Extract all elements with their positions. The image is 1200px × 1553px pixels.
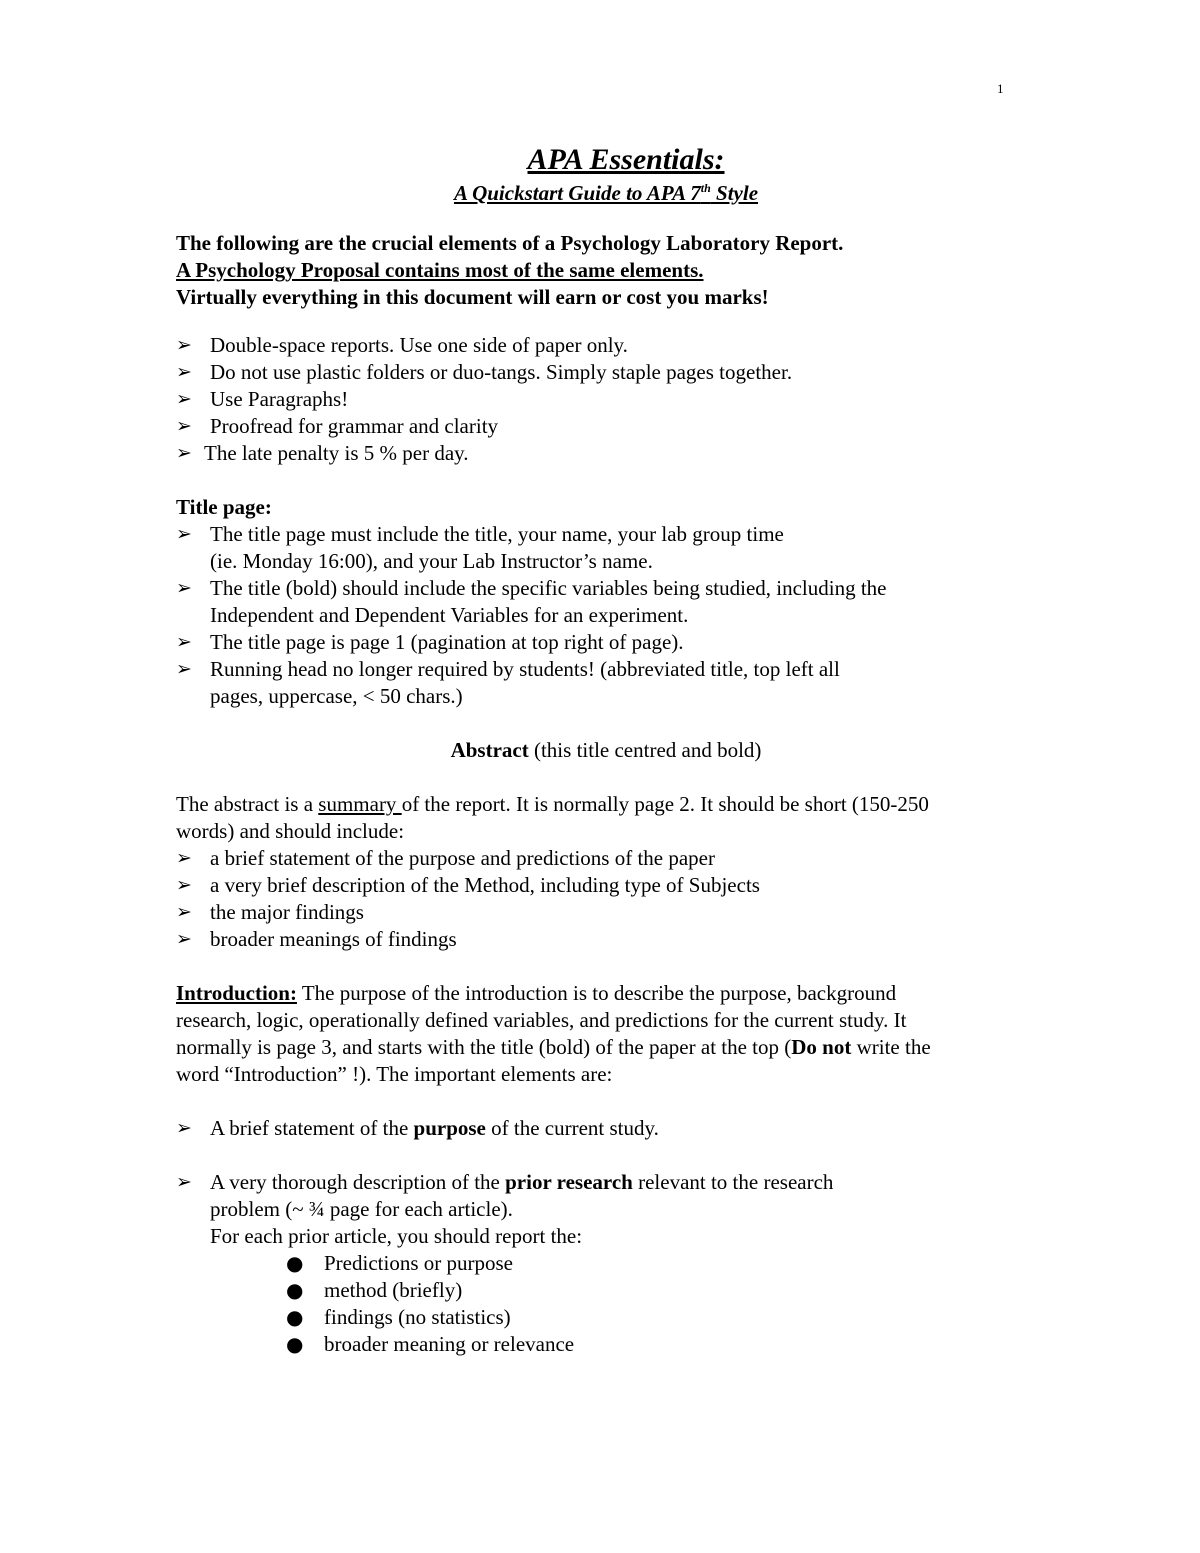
list-item (176, 1115, 1036, 1142)
introduction-list (176, 1115, 1036, 1142)
introduction-text: normally is page 3, and starts with the title (bold) of the paper at the top ( (176, 1035, 792, 1059)
arrow-bullet-icon: ➢ (176, 874, 192, 896)
list-item-text: problem (~ ¾ page for each article). (210, 1197, 513, 1221)
list-item-text: For each prior article, you should report the: (210, 1224, 583, 1248)
abstract-heading-note: (this title centred and bold) (528, 738, 762, 762)
introduction-paragraph (176, 980, 1036, 1088)
list-item-text: The title page must include the title, your name, your lab group time (210, 522, 784, 546)
list-item-text: pages, uppercase, < 50 chars.) (210, 684, 463, 708)
arrow-bullet-icon: ➢ (176, 1171, 192, 1193)
document-body (176, 142, 1036, 1358)
list-item-text: (ie. Monday 16:00), and your Lab Instructor’s name. (210, 549, 653, 573)
list-item (286, 1277, 1036, 1304)
arrow-bullet-icon: ➢ (176, 928, 192, 950)
arrow-bullet-icon: ➢ (176, 901, 192, 923)
intro-line-3: Virtually everything in this document will earn or cost you marks! (176, 285, 769, 309)
arrow-bullet-icon: ➢ (176, 415, 192, 437)
prior-article-list (176, 1250, 1036, 1358)
arrow-bullet-icon: ➢ (176, 847, 192, 869)
abstract-text: of the report. It is normally page 2. It should be short (150-250 (401, 792, 929, 816)
list-item (176, 521, 1036, 575)
list-item (176, 1169, 1036, 1250)
list-item (176, 575, 1036, 629)
introduction-text: research, logic, operationally defined variables, and predictions for the current study. It (176, 1008, 907, 1032)
list-item-text: Double-space reports. Use one side of paper only. (210, 333, 628, 357)
list-item-text: Proofread for grammar and clarity (210, 414, 499, 438)
subtitle-superscript: th (700, 181, 711, 195)
intro-line-1: The following are the crucial elements of a Psychology Laboratory Report. (176, 231, 844, 255)
page-number: 1 (997, 81, 1004, 96)
title-page-list (176, 521, 1036, 710)
arrow-bullet-icon: ➢ (176, 523, 192, 545)
list-item (176, 413, 1036, 440)
list-item (176, 332, 1036, 359)
general-points-list (176, 332, 1036, 467)
introduction-text: The purpose of the introduction is to describe the purpose, background (296, 981, 897, 1005)
abstract-text: words) and should include: (176, 819, 405, 843)
list-item-text: Do not use plastic folders or duo-tangs. Simply staple pages together. (210, 360, 793, 384)
list-item-text: The late penalty is 5 % per day. (204, 441, 469, 465)
dot-bullet-icon: ● (286, 1332, 304, 1356)
title-page-heading: Title page: (176, 495, 272, 519)
abstract-text-underlined: summary (318, 792, 402, 816)
arrow-bullet-icon: ➢ (176, 442, 192, 464)
introduction-text: word “Introduction” !). The important elements are: (176, 1062, 613, 1086)
list-item-text: the major findings (210, 900, 364, 924)
dot-bullet-icon: ● (286, 1305, 304, 1329)
list-item-text: A very thorough description of the (210, 1170, 506, 1194)
list-item-text: The title (bold) should include the specific variables being studied, including the (210, 576, 887, 600)
abstract-paragraph (176, 791, 1036, 845)
introduction-heading: Introduction: (176, 981, 297, 1005)
abstract-text: The abstract is a (176, 792, 319, 816)
list-item-text: Predictions or purpose (324, 1251, 513, 1275)
list-item-text: relevant to the research (632, 1170, 834, 1194)
arrow-bullet-icon: ➢ (176, 334, 192, 356)
list-item-text: a very brief description of the Method, including type of Subjects (210, 873, 760, 897)
list-item (286, 1304, 1036, 1331)
intro-statement (176, 230, 1036, 311)
list-item (176, 359, 1036, 386)
subtitle-text: A Quickstart Guide to APA 7 (453, 181, 701, 205)
abstract-heading (176, 737, 1036, 764)
subtitle-text-end: Style (710, 181, 759, 205)
arrow-bullet-icon: ➢ (176, 658, 192, 680)
list-item (176, 629, 1036, 656)
list-item-text: A brief statement of the (210, 1116, 414, 1140)
list-item (286, 1331, 1036, 1358)
introduction-text-bold: Do not (791, 1035, 852, 1059)
document-title: APA Essentials: (527, 143, 725, 176)
arrow-bullet-icon: ➢ (176, 361, 192, 383)
list-item-text: broader meaning or relevance (324, 1332, 575, 1356)
arrow-bullet-icon: ➢ (176, 631, 192, 653)
list-item-text-bold: purpose (413, 1116, 486, 1140)
arrow-bullet-icon: ➢ (176, 388, 192, 410)
list-item-text: Running head no longer required by students! (abbreviated title, top left all (210, 657, 840, 681)
document-subtitle (176, 178, 1036, 208)
list-item-text: Use Paragraphs! (210, 387, 349, 411)
introduction-list-2 (176, 1169, 1036, 1250)
list-item (176, 926, 1036, 953)
list-item-text-bold: prior research (505, 1170, 633, 1194)
list-item-text: The title page is page 1 (pagination at top right of page). (210, 630, 684, 654)
abstract-heading-bold: Abstract (450, 738, 529, 762)
arrow-bullet-icon: ➢ (176, 1117, 192, 1139)
intro-line-2: A Psychology Proposal contains most of the same elements. (176, 258, 704, 282)
list-item (286, 1250, 1036, 1277)
list-item (176, 656, 1036, 710)
list-item-text: broader meanings of findings (210, 927, 457, 951)
list-item-text: findings (no statistics) (324, 1305, 511, 1329)
list-item (176, 872, 1036, 899)
list-item-text: a brief statement of the purpose and predictions of the paper (210, 846, 715, 870)
abstract-list (176, 845, 1036, 953)
arrow-bullet-icon: ➢ (176, 577, 192, 599)
list-item-text: method (briefly) (324, 1278, 463, 1302)
list-item-text: of the current study. (485, 1116, 659, 1140)
list-item (176, 899, 1036, 926)
list-item-text: Independent and Dependent Variables for an experiment. (210, 603, 689, 627)
list-item (176, 845, 1036, 872)
dot-bullet-icon: ● (286, 1278, 304, 1302)
list-item (176, 440, 1036, 467)
list-item (176, 386, 1036, 413)
introduction-text: write the (851, 1035, 931, 1059)
dot-bullet-icon: ● (286, 1251, 304, 1275)
